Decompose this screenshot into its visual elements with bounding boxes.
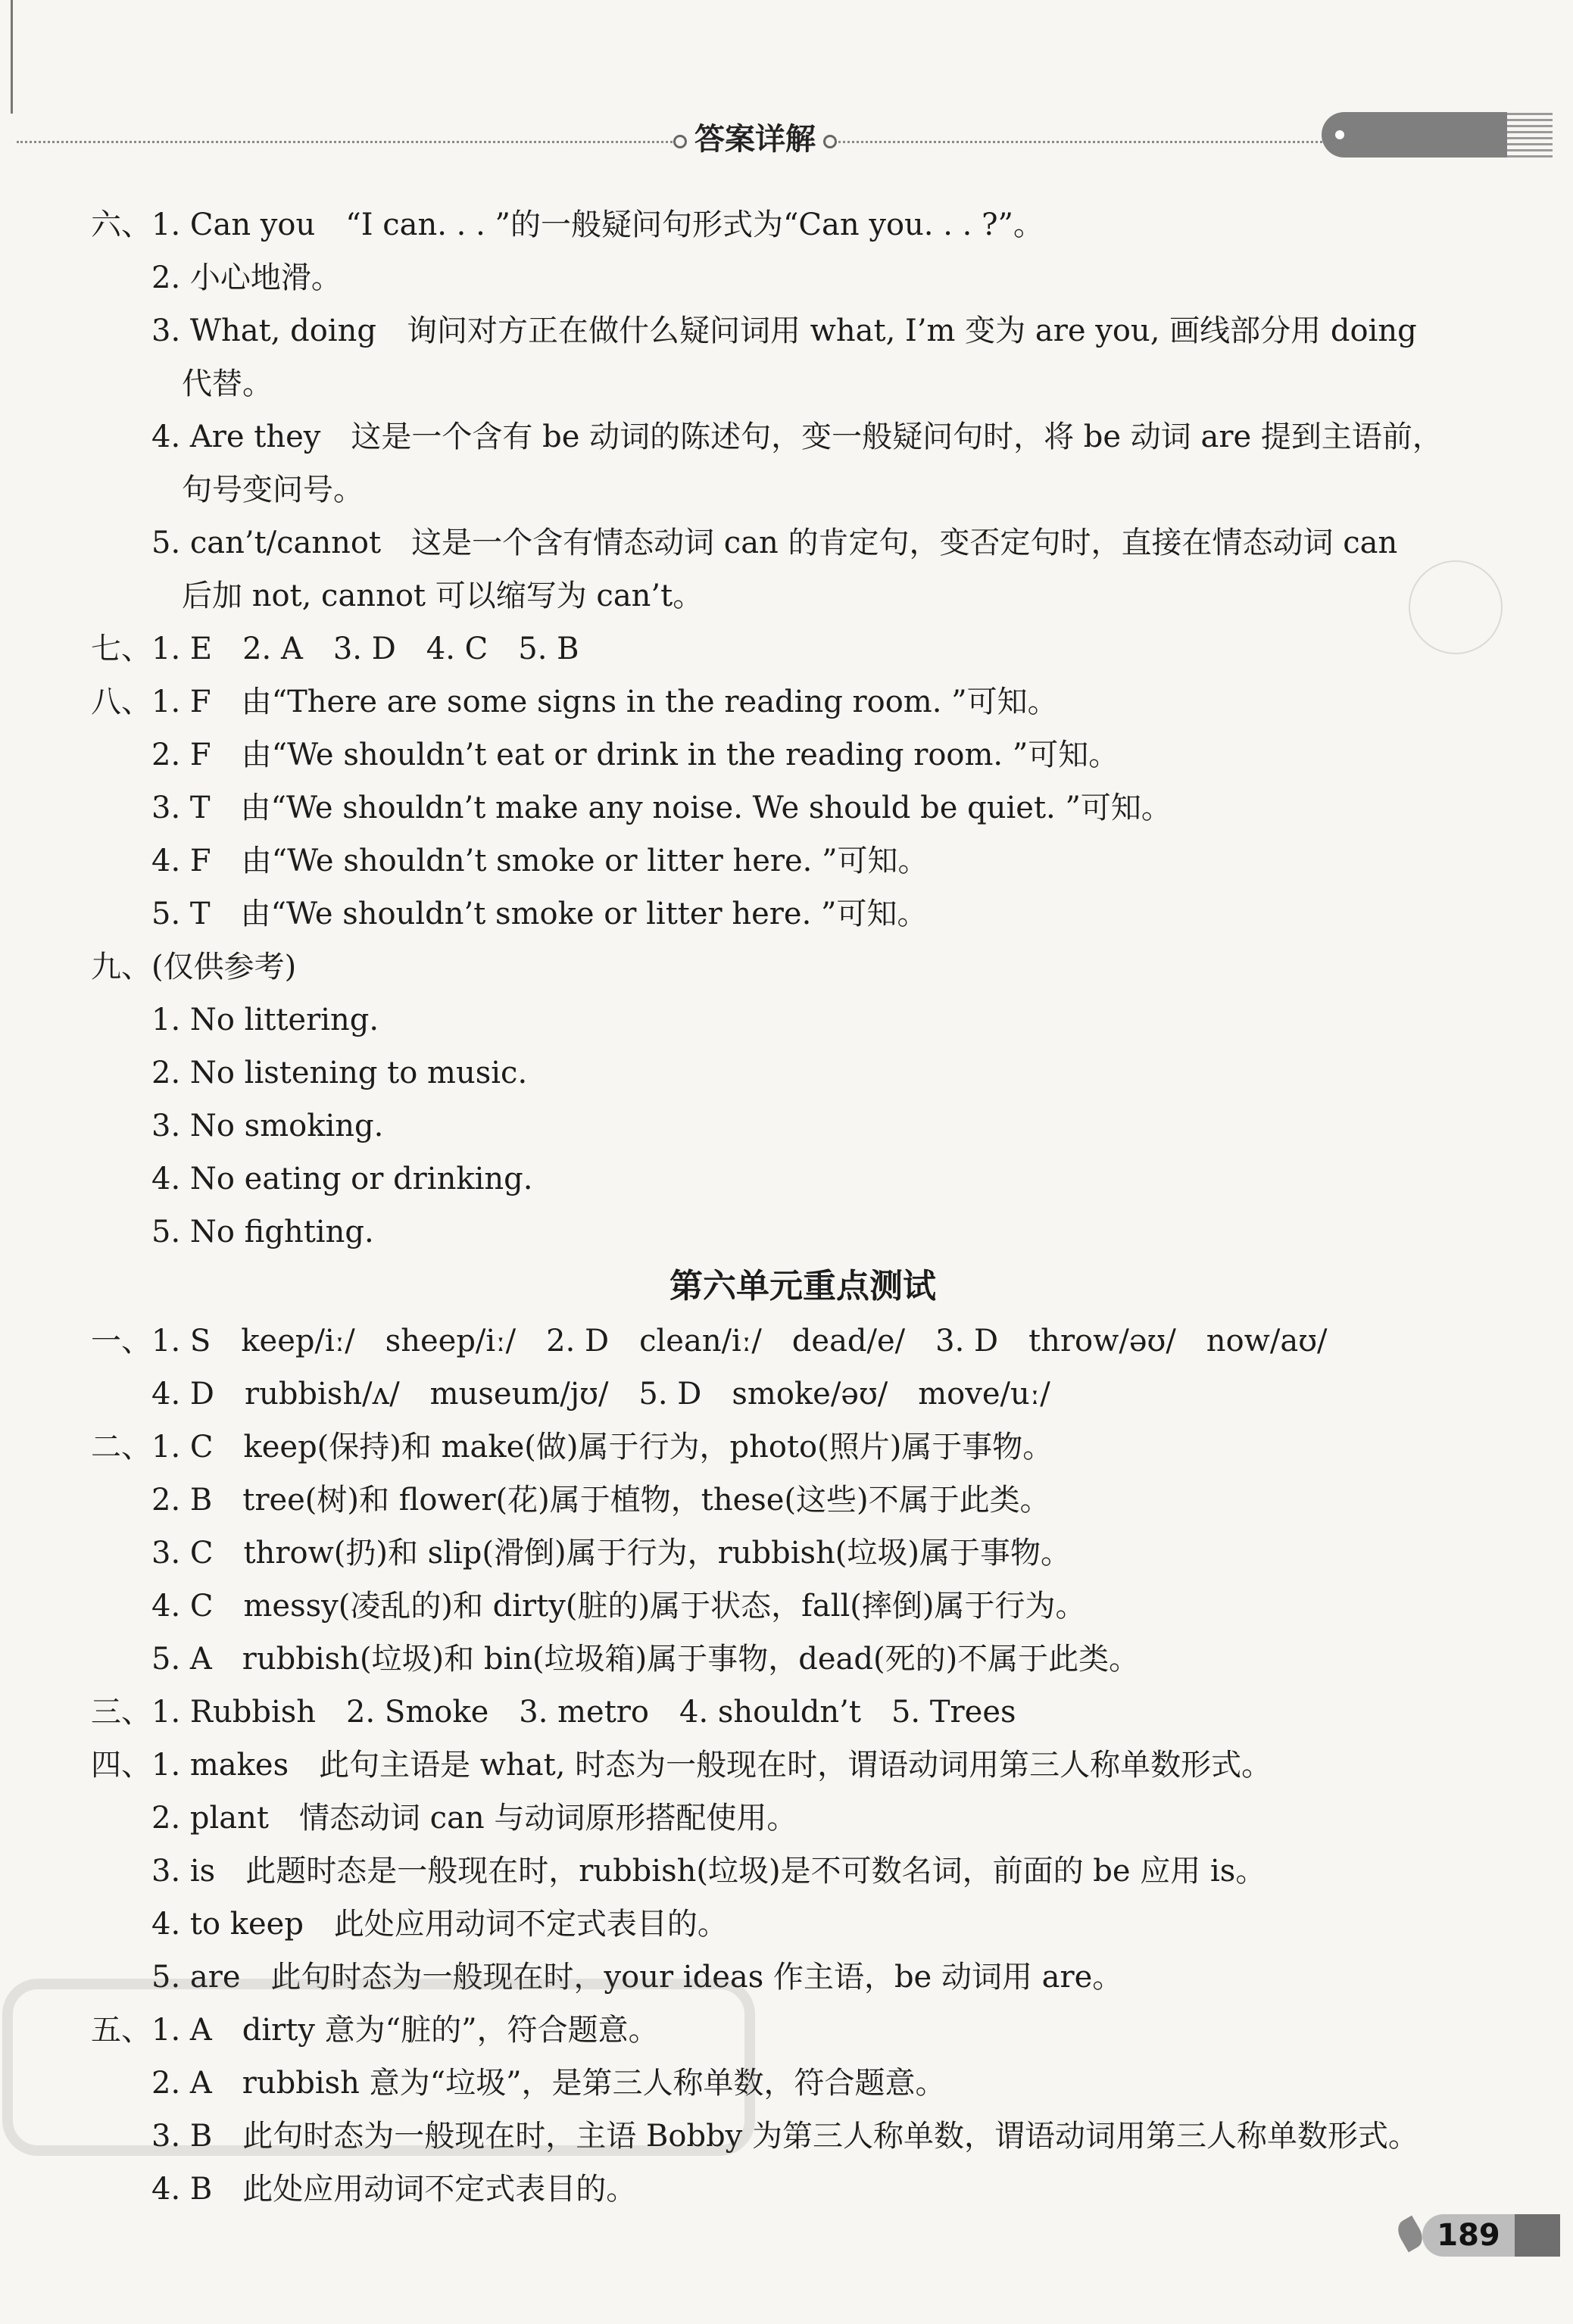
header-tab-decoration — [1322, 112, 1507, 158]
answer-line: 3. B 此句时态为一般现在时，主语 Bobby 为第三人称单数，谓语动词用第三人称单数形式。 — [151, 2119, 1419, 2154]
answer-line: 3. C throw(扔)和 slip(滑倒)属于行为，rubbish(垃圾)属于事物。 — [151, 1536, 1072, 1571]
answer-line: 4. No eating or drinking. — [151, 1162, 533, 1196]
answer-line: 1. No littering. — [151, 1003, 379, 1037]
answer-line: 5. No fighting. — [151, 1215, 374, 1249]
answer-line: 5. are 此句时态为一般现在时，your ideas 作主语，be 动词用 are。 — [151, 1960, 1123, 1995]
answer-line: 六、1. Can you “I can. . . ”的一般疑问句形式为“Can you. . . ?”。 — [91, 207, 1044, 242]
page-number: 189 — [1422, 2214, 1515, 2257]
answer-line: 2. 小心地滑。 — [151, 260, 342, 295]
answer-line: 4. Are they 这是一个含有 be 动词的陈述句，变一般疑问句时，将 be 动词 are 提到主语前， — [151, 420, 1443, 454]
answer-line: 四、1. makes 此句主语是 what, 时态为一般现在时，谓语动词用第三人称单数形式。 — [91, 1748, 1272, 1783]
answer-line: 2. F 由“We shouldn’t eat or drink in the reading room. ”可知。 — [151, 738, 1119, 772]
answer-line: 一、1. S keep/iː/ sheep/iː/ 2. D clean/iː/ dead/e/ 3. D throw/əʊ/ now/aʊ/ — [91, 1324, 1328, 1359]
answer-line: 代替。 — [182, 367, 273, 401]
answer-content — [91, 198, 1469, 2216]
answer-line: 4. D rubbish/ʌ/ museum/jʊ/ 5. D smoke/əʊ/ move/uː/ — [151, 1377, 1050, 1412]
answer-line: 4. to keep 此处应用动词不定式表目的。 — [151, 1907, 728, 1942]
page-header — [0, 0, 1573, 174]
answer-line: 3. T 由“We shouldn’t make any noise. We should be quiet. ”可知。 — [151, 791, 1172, 825]
answer-line: 3. What, doing 询问对方正在做什么疑问词用 what, I’m 变为 are you, 画线部分用 doing — [151, 314, 1417, 348]
header-stripes-decoration — [1507, 112, 1553, 158]
answer-line: 句号变问号。 — [182, 473, 364, 507]
answer-line: 2. No listening to music. — [151, 1056, 528, 1090]
answer-line: 九、(仅供参考) — [91, 950, 297, 984]
answer-line: 三、1. Rubbish 2. Smoke 3. metro 4. shouldn’t 5. Trees — [91, 1695, 1016, 1730]
watermark-decoration — [0, 1969, 757, 2166]
answer-line: 4. B 此处应用动词不定式表目的。 — [151, 2172, 637, 2207]
answer-line: 七、1. E 2. A 3. D 4. C 5. B — [91, 632, 579, 666]
answer-line: 3. is 此题时态是一般现在时，rubbish(垃圾)是不可数名词，前面的 be 应用 is。 — [151, 1854, 1266, 1889]
answer-line: 2. B tree(树)和 flower(花)属于植物，these(这些)不属于此类。 — [151, 1483, 1050, 1518]
answer-line: 2. A rubbish 意为“垃圾”，是第三人称单数，符合题意。 — [151, 2066, 946, 2101]
answer-line: 二、1. C keep(保持)和 make(做)属于行为，photo(照片)属于事物。 — [91, 1430, 1053, 1465]
answer-line: 5. A rubbish(垃圾)和 bin(垃圾箱)属于事物，dead(死的)不属于此类。 — [151, 1642, 1140, 1677]
answer-line: 5. T 由“We shouldn’t smoke or litter here. ”可知。 — [151, 897, 928, 931]
section-title: 第六单元重点测试 — [669, 1267, 936, 1305]
header-title: 答案详解 — [678, 117, 832, 162]
answer-line: 八、1. F 由“There are some signs in the reading room. ”可知。 — [91, 685, 1058, 719]
answer-line: 3. No smoking. — [151, 1109, 384, 1143]
answer-line: 4. F 由“We shouldn’t smoke or litter here. ”可知。 — [151, 844, 929, 878]
footer-tab-decoration — [1515, 2214, 1560, 2257]
answer-line: 2. plant 情态动词 can 与动词原形搭配使用。 — [151, 1801, 797, 1836]
answer-line: 4. C messy(凌乱的)和 dirty(脏的)属于状态，fall(摔倒)属于行为。 — [151, 1589, 1086, 1624]
answer-line: 后加 not, cannot 可以缩写为 can’t。 — [182, 579, 704, 613]
answer-line: 5. can’t/cannot 这是一个含有情态动词 can 的肯定句，变否定句时，直接在情态动词 can — [151, 526, 1398, 560]
answer-line: 五、1. A dirty 意为“脏的”，符合题意。 — [91, 2013, 659, 2048]
